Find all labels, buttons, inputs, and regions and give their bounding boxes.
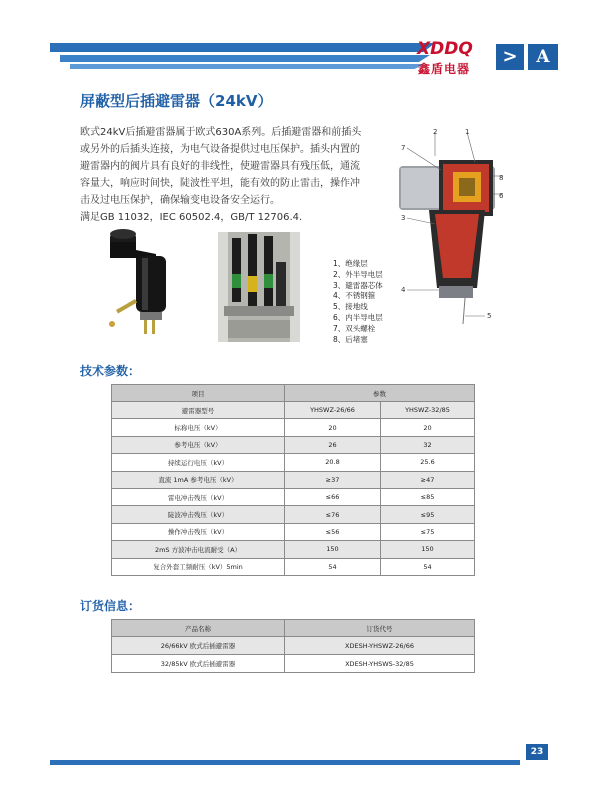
product-photo-arrester xyxy=(90,228,190,338)
legend-item: 5、接地线 xyxy=(333,302,368,312)
table-cell: ≤75 xyxy=(381,523,475,540)
table-cell: 54 xyxy=(285,558,381,575)
table-cell: 150 xyxy=(285,541,381,558)
section-letter-badge: A xyxy=(528,44,558,70)
table-cell: 参考电压（kV） xyxy=(112,436,285,453)
table-row xyxy=(112,402,475,419)
table-cell: 直流 1mA 参考电压（kV） xyxy=(112,471,285,488)
table-row xyxy=(112,488,475,505)
tech-params-table xyxy=(111,384,475,576)
description-line: 避雷器内的阀片具有良好的非线性，使避雷器具有残压低，通流 xyxy=(80,161,360,172)
table-row xyxy=(112,541,475,558)
table-cell: 复合外套工频耐压（kV）5min xyxy=(112,558,285,575)
diagram-label: 5 xyxy=(487,312,492,320)
table-cell: ≥37 xyxy=(285,471,381,488)
table-cell: 雷电冲击残压（kV） xyxy=(112,488,285,505)
table-cell: YHSWZ-26/66 xyxy=(285,402,381,419)
section-heading-order: 订货信息： xyxy=(80,599,141,613)
footer-stripe xyxy=(50,760,520,765)
table-cell: ≤95 xyxy=(381,506,475,523)
table-cell: 标称电压（kV） xyxy=(112,419,285,436)
product-photo-installed xyxy=(218,232,300,342)
page-title: 屏蔽型后插避雷器（24kV） xyxy=(80,92,273,110)
page-number: 23 xyxy=(526,744,548,760)
table-cell: ≤66 xyxy=(285,488,381,505)
table-cell: 150 xyxy=(381,541,475,558)
table-cell: 20.8 xyxy=(285,454,381,471)
logo-text: 鑫盾电器 xyxy=(418,62,471,76)
table-row xyxy=(112,558,475,575)
table-header-row xyxy=(112,620,475,637)
table-cell: 2mS 方波冲击电流耐受（A） xyxy=(112,541,285,558)
diagram-label: 3 xyxy=(401,214,406,222)
table-cell: ≥47 xyxy=(381,471,475,488)
table-row xyxy=(112,506,475,523)
product-description xyxy=(80,124,380,226)
header-stripe-1 xyxy=(50,43,435,52)
table-row xyxy=(112,454,475,471)
table-cell: ≤85 xyxy=(381,488,475,505)
table-cell: 陡波冲击残压（kV） xyxy=(112,506,285,523)
table-cell: 32 xyxy=(381,436,475,453)
table-cell: 26/66kV 欧式后插避雷器 xyxy=(112,637,285,655)
table-cell: 54 xyxy=(381,558,475,575)
legend-item: 3、避雷器芯体 xyxy=(333,280,383,290)
section-heading-tech: 技术参数： xyxy=(80,364,141,378)
description-line: 或另外的后插头连接，为电气设备提供过电压保护。插头内置的 xyxy=(80,144,360,155)
table-cell: YHSWZ-32/85 xyxy=(381,402,475,419)
table-row xyxy=(112,471,475,488)
table-cell: XDESH-YHSWS-32/85 xyxy=(285,655,475,673)
table-row xyxy=(112,655,475,673)
legend-item: 6、内半导电层 xyxy=(333,312,383,322)
table-cell: 避雷器型号 xyxy=(112,402,285,419)
diagram-label: 1 xyxy=(465,128,470,136)
description-line: 容量大，响应时间快，陡波性平坦，能有效的防止雷击，操作冲 xyxy=(80,178,360,189)
table-cell: ≤56 xyxy=(285,523,381,540)
column-header: 项目 xyxy=(112,385,285,402)
table-row xyxy=(112,419,475,436)
diagram-label: 4 xyxy=(401,286,406,294)
table-cell: 操作冲击残压（kV） xyxy=(112,523,285,540)
table-row xyxy=(112,523,475,540)
legend-item: 7、双头螺栓 xyxy=(333,323,376,333)
table-cell: 持续运行电压（kV） xyxy=(112,454,285,471)
legend-item: 4、不锈钢箍 xyxy=(333,291,376,301)
cross-section-diagram xyxy=(395,128,507,328)
table-cell: XDESH-YHSWZ-26/66 xyxy=(285,637,475,655)
legend-item: 1、绝缘层 xyxy=(333,259,368,268)
component-legend xyxy=(333,259,383,345)
table-cell: ≤76 xyxy=(285,506,381,523)
table-row xyxy=(112,436,475,453)
logo-mark: XDDQ xyxy=(417,39,473,59)
diagram-label: 7 xyxy=(401,144,406,152)
column-header: 产品名称 xyxy=(112,620,285,637)
column-header: 订货代号 xyxy=(285,620,475,637)
table-cell: 25.6 xyxy=(381,454,475,471)
legend-item: 8、后堵塞 xyxy=(333,334,368,344)
header-stripe-3 xyxy=(70,64,425,69)
table-cell: 32/85kV 欧式后插避雷器 xyxy=(112,655,285,673)
header-stripe-2 xyxy=(60,55,430,62)
table-cell: 20 xyxy=(381,419,475,436)
next-arrow-icon[interactable]: > xyxy=(496,44,524,70)
table-cell: 20 xyxy=(285,419,381,436)
order-info-table xyxy=(111,619,475,673)
description-line: 欧式24kV后插避雷器属于欧式630A系列。后插避雷器和前插头 xyxy=(80,127,362,138)
diagram-label: 2 xyxy=(433,128,438,136)
legend-item: 2、外半导电层 xyxy=(333,269,383,279)
table-header-row xyxy=(112,385,475,402)
column-header: 参数 xyxy=(285,385,475,402)
table-row xyxy=(112,637,475,655)
description-line: 击及过电压保护，确保输变电设备安全运行。 xyxy=(80,195,280,206)
diagram-label: 6 xyxy=(499,192,504,200)
table-cell: 26 xyxy=(285,436,381,453)
diagram-label: 8 xyxy=(499,174,504,182)
description-line: 满足GB 11032，IEC 60502.4，GB/T 12706.4. xyxy=(80,212,303,223)
